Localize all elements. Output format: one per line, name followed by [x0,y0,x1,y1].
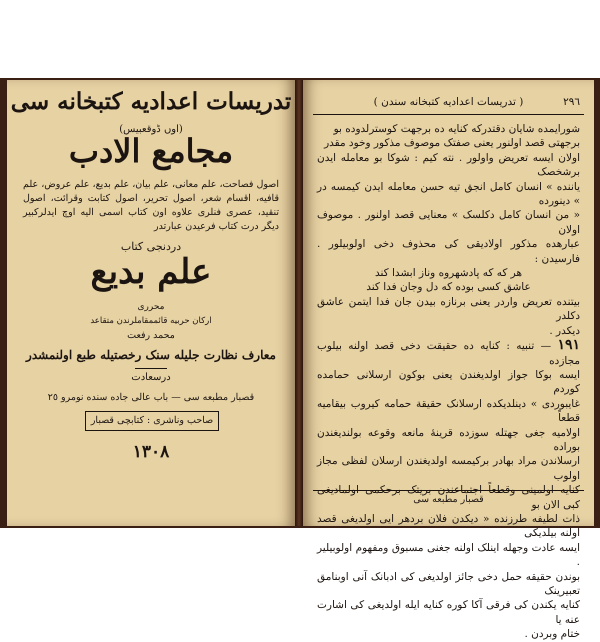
text-line: بوندن حقیقه حمل دخی جائز اولدیغی کی ادبانک آنی اوبنامق تعبیرینک [317,570,580,597]
text-line: شورایمده شایان دقتدرکه کنایه ده برجهت کوسترلدوده بو [333,123,580,135]
text-page [303,80,594,641]
publication-year: ١٣٠٨ [132,442,170,462]
text-line: برجهتی قصد اولنور یعنی صفتک موصوف مذکور وخود مقدر [324,137,580,150]
page-footer: قصبار مطبعه سی [313,490,584,505]
text-line: — تنبیه : کنایه ده حقیقت دخی قصد اولنه بیلوب مجازده [317,340,580,367]
text-line: غایبوردی » دینلدیکده ارسلانک حقیقة حمامه کیروب بیقامیه قطعاً [317,397,580,425]
text-line: ایسه بوکا جواز اولدیغندن یعنی بوکون ارسلانی حمامده کوردم [317,368,580,396]
author-name: محمد رفعت [127,330,175,341]
text-line: کنایه اولمینی وقطعاً اجتماعندن بریتک برحکمی اولمادیغی کبی الان بو [317,484,580,511]
divider [135,368,167,369]
text-line: ایسه عادت وجهله اینلک اولنه جغنی مسبوق ومفهوم اولوبیلیر . [317,541,580,569]
page-header [313,96,584,115]
permission-line: معارف نظارت جلیله سنک رخصتیله طبع اولنمشدر [26,348,276,362]
series-number: (اوں ڈوقعبیس) [119,124,183,135]
book-title: علم بدیع [90,252,212,292]
place-line: درسعادت [131,372,171,383]
page-number: ٢٩٦ [563,96,580,108]
body-text [317,122,580,642]
text-line: ختام وبردن . [524,628,580,641]
book-subtitle: دردنجی کتاب [120,240,182,253]
text-line: « من انسان کامل دکلسک » معنایی قصد اولنور . موصوف اولان [317,209,580,236]
press-line: قصبار مطبعه سی — باب عالی جاده سنده نومرو ٢٥ [47,392,255,403]
credit-label: محرری [137,302,165,312]
text-line: اولان ایسه تعریض واولور . نته کیم : شوکا بو معامله ایدن برشخصک [317,151,580,179]
text-line: ارسلاندن مراد بهادر برکیمسه اولدیغندن ارسلان لفظی مجاز اولوب [317,455,580,482]
open-book [0,78,600,641]
text-line: یاننده » انسان کامل انجق تیه حسن معامله ایدن کیمسه در » دینورده [317,180,580,208]
text-line: کنایه یکندن کی فرقی آکا کوره کنایه ایله اولدیغی کی اشارت عنه یا [317,599,580,626]
text-line: عبارهده مذکور اولادیقی کی محذوف دخی اولوبیلور . فارسیدن : [317,238,580,265]
running-head: ( تدریسات اعدادیه کتبخانه سندن ) [373,96,524,108]
text-line: دیکدر . [549,324,580,337]
text-line: بیتنده تعریض واردر یعنی برنازه بیدن جان فدا ایتمن عاشق دکلدر [317,295,580,323]
verse-line: عاشق کسی بوده که دل وجان فدا کند [366,281,531,294]
series-title: تدریسات اعدادیه کتبخانه سی [10,88,292,115]
author-rank: ارکان حربیه قائممقاملرندن متقاعد [90,316,212,326]
text-line: ذات لطیفه طرزنده « دیکدن فلان بردهر ایی اولدیغی قصد اولنه بیلدیکی [317,512,580,540]
publisher-box: صاحب وناشری : کتابچی قصبار [85,411,219,431]
paragraph-start [317,338,580,368]
book-gutter [295,80,303,526]
title-page [7,80,295,526]
main-title: مجامع الادب [68,132,234,170]
verse-line: هر که که پادشهروه وناز ابشدا کند [375,267,522,280]
subjects-list: اصول فصاحت، علم معانی، علم بیان، علم بدیع، علم عروض، علم قافیه، اقسام شعر، اصول تحریر، اصول کتابت وقرائت، اصول تنقید، عصری فنلری علاوه اون کتاب اسمی الیه اوچ ایدلرکبیر دیگر درت کتاب فرعیدن عبارتدر [23,179,279,232]
text-line: اولامیه جغی جهتله سوزده قرینهٔ مانعه وقوعه بولندیغندن بوراده [317,426,580,453]
paragraph-number: ١٩١ [557,337,580,354]
